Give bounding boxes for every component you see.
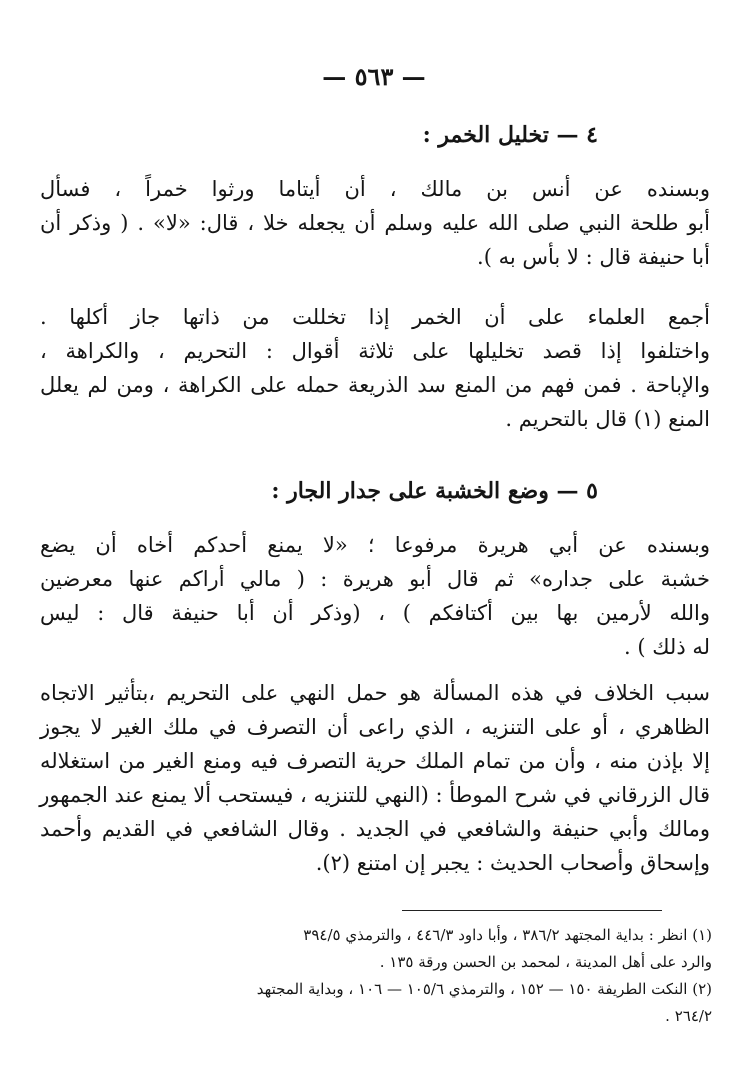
- section-4-heading: ٤ — تخليل الخمر :: [422, 122, 598, 148]
- footnote-line: والرد على أهل المدينة ، لمحمد بن الحسن ورقة ١٣٥ .: [379, 953, 712, 971]
- section-5-heading: ٥ — وضع الخشبة على جدار الجار :: [271, 478, 598, 504]
- text-line: له ذلك ) .: [624, 635, 710, 659]
- text-line: واختلفوا إذا قصد تخليلها على ثلاثة أقوال : التحريم ، والكراهة ،: [40, 339, 710, 363]
- footnote-line: (٢) النكت الطريفة ١٥٠ — ١٥٢ ، والترمذي ١٠٥/٦ — ١٠٦ ، وبداية المجتهد: [256, 980, 712, 998]
- text-line: وبسنده عن أبي هريرة مرفوعا ؛ «لا يمنع أحدكم أخاه أن يضع: [40, 533, 710, 557]
- text-line: ومالك وأبي حنيفة والشافعي في الجديد . وقال الشافعي في القديم وأحمد: [40, 817, 710, 841]
- footnote-divider: [402, 910, 662, 911]
- text-line: أبا حنيفة قال : لا بأس به ).: [477, 245, 710, 269]
- page-number: — ٥٦٣ —: [322, 62, 426, 91]
- text-line: قال الزرقاني في شرح الموطأ : (النهي للتنزيه ، فيستحب ألا يمنع عند الجمهور: [39, 783, 710, 807]
- section-5-hadith: [40, 528, 710, 664]
- text-line: المنع (١) قال بالتحريم .: [505, 407, 710, 431]
- text-line: والإباحة . فمن فهم من المنع سد الذريعة حمله على الكراهة ، ومن لم يعلل: [40, 373, 710, 397]
- text-line: وإسحاق وأصحاب الحديث : يجبر إن امتنع (٢).: [315, 851, 710, 875]
- text-line: أبو طلحة النبي صلى الله عليه وسلم أن يجعله خلا ، قال: «لا» . ( وذكر أن: [40, 211, 710, 235]
- section-4-hadith: [40, 172, 710, 274]
- footnote-line: (١) انظر : بداية المجتهد ٣٨٦/٢ ، وأبا داود ٤٤٦/٣ ، والترمذي ٣٩٤/٥: [303, 926, 712, 944]
- text-line: إلا بإذن منه ، وأن من تمام الملك حرية التصرف فيه ومنع الغير من استغلاله: [40, 749, 710, 773]
- text-line: الظاهري ، أو على التنزيه ، الذي راعى أن التصرف في ملك الغير لا يجوز: [40, 715, 710, 739]
- footnote-line: ٢٦٤/٢ .: [665, 1007, 712, 1025]
- section-4-discussion: [40, 300, 710, 436]
- footnotes: [60, 922, 712, 1030]
- text-line: أجمع العلماء على أن الخمر إذا تخللت من ذاتها جاز أكلها .: [40, 305, 710, 329]
- section-5-discussion: [40, 676, 710, 880]
- text-line: والله لأرمين بها بين أكتافكم ) ، (وذكر أن أبا حنيفة قال : ليس: [40, 601, 710, 625]
- text-line: وبسنده عن أنس بن مالك ، أن أيتاما ورثوا خمراً ، فسأل: [40, 177, 710, 201]
- text-line: خشبة على جداره» ثم قال أبو هريرة : ( مالي أراكم عنها معرضين: [40, 567, 710, 591]
- text-line: سبب الخلاف في هذه المسألة هو حمل النهي على التحريم ،بتأثير الاتجاه: [40, 681, 710, 705]
